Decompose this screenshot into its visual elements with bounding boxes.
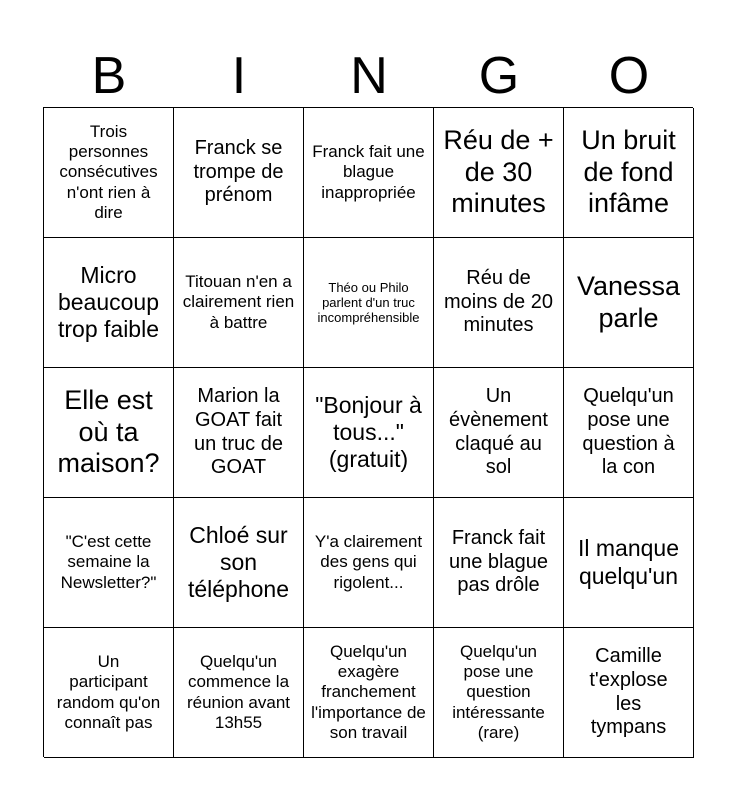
bingo-cell[interactable] <box>434 628 564 758</box>
bingo-cell[interactable] <box>304 628 434 758</box>
cell-text: Vanessa parle <box>576 270 681 333</box>
cell-text: "Bonjour à tous..." (gratuit) <box>315 391 422 473</box>
bingo-cell[interactable] <box>564 628 694 758</box>
cell-text: Marion la GOAT fait un truc de GOAT <box>194 385 283 479</box>
bingo-board <box>43 107 693 757</box>
bingo-cell[interactable] <box>434 108 564 238</box>
bingo-cell[interactable] <box>434 368 564 498</box>
bingo-cell[interactable] <box>174 108 304 238</box>
cell-text: Quelqu'un commence la réunion avant 13h55 <box>186 652 291 732</box>
bingo-cell[interactable] <box>44 368 174 498</box>
cell-text: Un bruit de fond infâme <box>581 124 676 219</box>
header-letter-b: B <box>91 47 127 105</box>
bingo-cell[interactable] <box>304 238 434 368</box>
bingo-cell[interactable] <box>44 108 174 238</box>
cell-text: Réu de + de 30 minutes <box>443 124 554 219</box>
bingo-cell[interactable] <box>304 368 434 498</box>
cell-text: Franck fait une blague inappropriée <box>312 142 425 202</box>
cell-text: Camille t'explose les tympans <box>589 645 668 739</box>
cell-text: Quelqu'un exagère franchement l'importance de son travail <box>311 642 426 742</box>
bingo-cell[interactable] <box>44 498 174 628</box>
cell-text: Un évènement claqué au sol <box>449 385 548 479</box>
cell-text: Elle est où ta maison? <box>57 384 160 479</box>
cell-text: Y'a clairement des gens qui rigolent... <box>314 532 423 592</box>
cell-text: Micro beaucoup trop faible <box>57 261 160 343</box>
cell-text: Franck se trompe de prénom <box>193 137 284 207</box>
bingo-cell[interactable] <box>434 498 564 628</box>
bingo-cell[interactable] <box>564 108 694 238</box>
cell-text: "C'est cette semaine la Newsletter?" <box>60 532 157 592</box>
cell-text: Titouan n'en a clairement rien à battre <box>182 272 295 332</box>
cell-text: Un participant random qu'on connaît pas <box>56 652 161 732</box>
bingo-cell[interactable] <box>174 498 304 628</box>
bingo-cell[interactable] <box>564 368 694 498</box>
cell-text: Théo ou Philo parlent d'un truc incompréhensible <box>317 279 420 326</box>
bingo-header <box>44 46 694 106</box>
header-letter-g: G <box>478 47 520 105</box>
header-letter-o: O <box>608 47 650 105</box>
bingo-cell[interactable] <box>174 238 304 368</box>
bingo-cell[interactable] <box>44 238 174 368</box>
bingo-cell[interactable] <box>564 238 694 368</box>
cell-text: Quelqu'un pose une question à la con <box>582 385 675 479</box>
bingo-cell[interactable] <box>304 108 434 238</box>
cell-text: Chloé sur son téléphone <box>187 521 290 603</box>
bingo-cell[interactable] <box>304 498 434 628</box>
bingo-cell[interactable] <box>434 238 564 368</box>
cell-text: Franck fait une blague pas drôle <box>449 527 548 597</box>
cell-text: Réu de moins de 20 minutes <box>444 267 553 337</box>
header-letter-i: I <box>231 47 247 105</box>
header-letter-n: N <box>350 47 388 105</box>
bingo-cell[interactable] <box>44 628 174 758</box>
bingo-cell[interactable] <box>174 628 304 758</box>
cell-text: Quelqu'un pose une question intéressante (rare) <box>452 642 545 742</box>
bingo-cell[interactable] <box>564 498 694 628</box>
cell-text: Il manque quelqu'un <box>577 535 679 589</box>
bingo-cell[interactable] <box>174 368 304 498</box>
cell-text: Trois personnes consécutives n'ont rien à dire <box>59 122 158 222</box>
